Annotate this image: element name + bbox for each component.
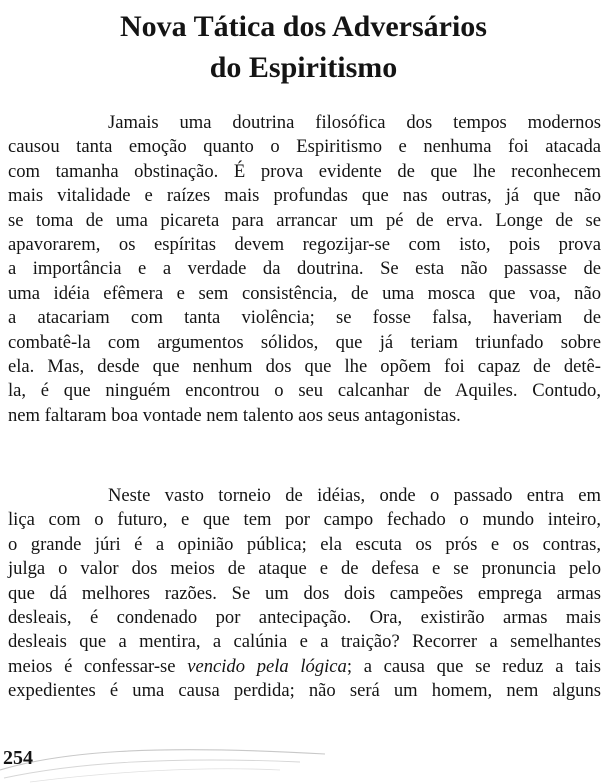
text-line: julga o valor dos meios de ataque e de defesa e se pronuncia pelo — [8, 558, 601, 580]
text-line: mais vitalidade e raízes mais profundas que nas outras, já que não — [8, 185, 601, 207]
text-line: causou tanta emoção quanto o Espiritismo e nenhuma foi atacada — [8, 136, 601, 158]
text-segment: meios é confessar-se — [8, 655, 188, 677]
text-line — [8, 655, 601, 679]
text-line: o grande júri é a opinião pública; ela escuta os prós e os contras, — [8, 533, 601, 555]
paragraph-2 — [8, 484, 601, 704]
text-line: liça com o futuro, e que tem por campo fechado o mundo inteiro, — [8, 509, 601, 531]
text-line: ela. Mas, desde que nenhum dos que lhe opõem foi capaz de detê- — [8, 355, 601, 377]
text-line: a importância e a verdade da doutrina. Se esta não passasse de — [8, 258, 601, 280]
text-line: Neste vasto torneio de idéias, onde o passado entra em — [108, 485, 601, 506]
text-line: que dá melhores razões. Se um dos dois campeões emprega armas — [8, 582, 601, 604]
text-line: se toma de uma picareta para arrancar um pé de erva. Longe de se — [8, 209, 601, 231]
title-line-2: do Espiritismo — [209, 51, 398, 84]
page-number: 254 — [3, 747, 33, 769]
text-line: Jamais uma doutrina filosófica dos tempos modernos — [108, 112, 601, 133]
page-swoosh-ornament — [0, 740, 330, 784]
text-line: apavorarem, os espíritas devem regozijar-se com isto, pois prova — [8, 233, 601, 255]
page-title — [0, 6, 607, 88]
text-line: la, é que ninguém encontrou o seu calcanhar de Aquiles. Contudo, — [8, 380, 601, 402]
italic-phrase: vencido pela lógica — [187, 655, 347, 677]
text-line: com tamanha obstinação. É prova evidente de que lhe reconhecem — [8, 160, 601, 182]
text-line: uma idéia efêmera e sem consistência, de uma mosca que voa, não — [8, 282, 601, 304]
text-line: expedientes é uma causa perdida; não será um homem, nem alguns — [8, 680, 601, 702]
text-line: combatê-la com argumentos sólidos, que já teriam triunfado sobre — [8, 331, 601, 353]
title-line-1: Nova Tática dos Adversários — [120, 10, 487, 43]
paragraph-1 — [8, 111, 601, 428]
text-segment: ; a causa que se reduz a tais — [346, 655, 601, 677]
text-line: desleais, é condenado por antecipação. Ora, existirão armas mais — [8, 606, 601, 628]
text-line: a atacariam com tanta violência; se fosse falsa, haveriam de — [8, 307, 601, 329]
text-line: nem faltaram boa vontade nem talento aos seus antagonistas. — [8, 404, 461, 426]
text-line: desleais que a mentira, a calúnia e a traição? Recorrer a semelhantes — [8, 631, 601, 653]
